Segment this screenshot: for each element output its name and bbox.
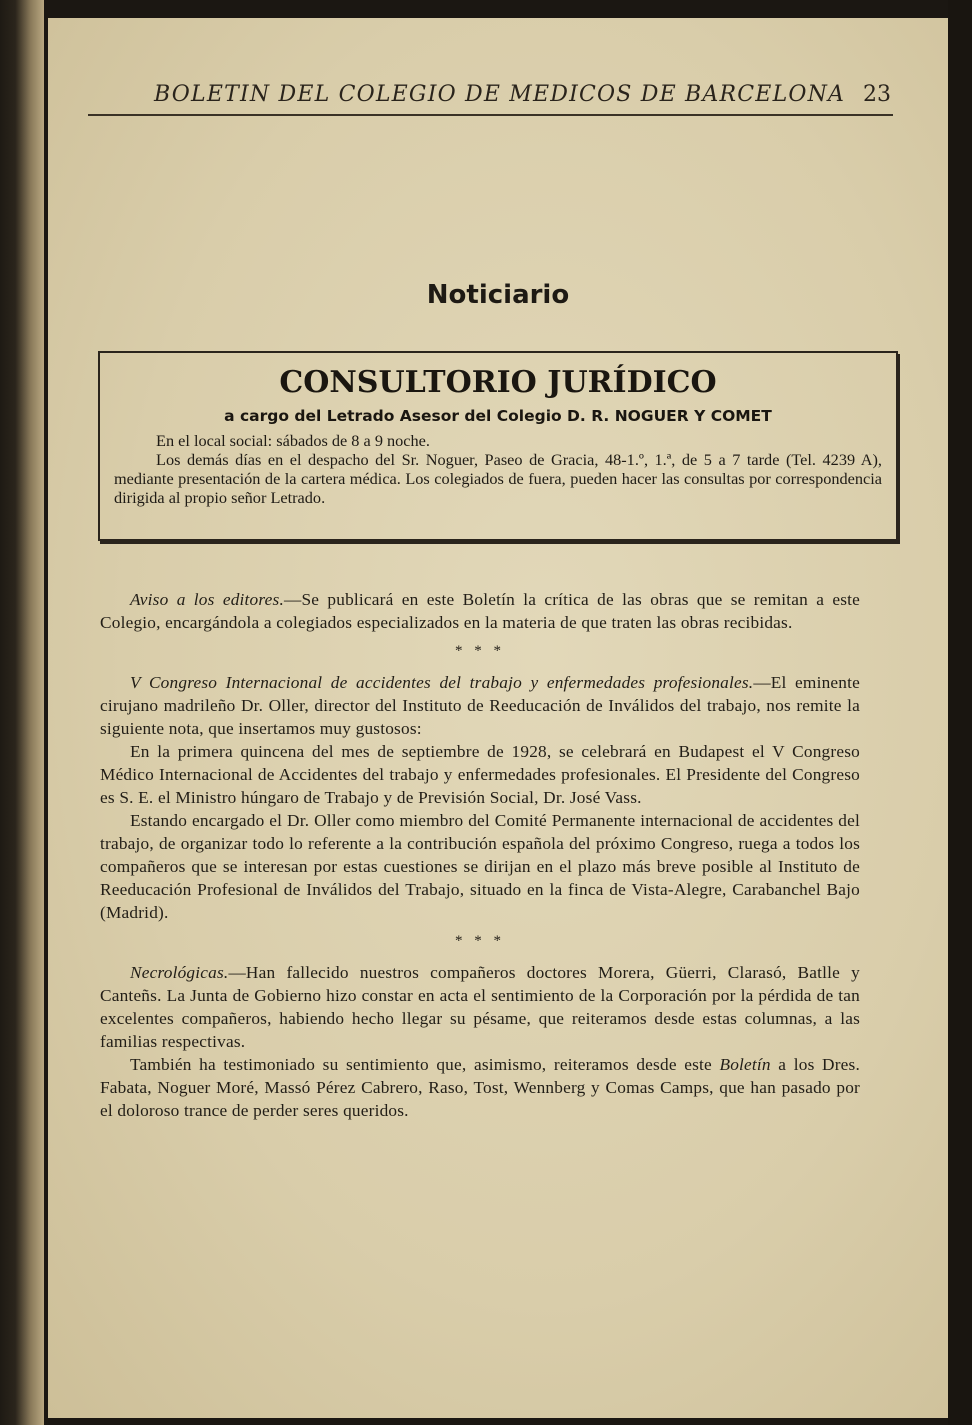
page-edge	[948, 0, 972, 1425]
consultorio-box	[98, 351, 898, 541]
congreso-paragraph	[100, 671, 860, 740]
section-title: Noticiario	[426, 280, 570, 310]
separator-1: * * *	[455, 643, 505, 659]
congreso-text: —El eminente cirujano madrileño Dr. Oller, director del Instituto de Reeducación de Inválidos del trabajo, nos remite la siguiente nota, que insertamos muy gustosos:	[100, 673, 860, 738]
congreso-lead: V Congreso Internacional de accidentes del trabajo y enfermedades profesionales.	[130, 673, 754, 692]
boletin-emphasis: Boletín	[719, 1055, 771, 1074]
congreso-paragraph-3: Estando encargado el Dr. Oller como miembro del Comité Permanente internacional de accidentes del trabajo, de organizar todo lo referente a la contribución española del próximo Congreso, ruega a todos los compañeros que se interesan por estas cuestiones se dirijan en el plazo más breve posible al Instituto de Reeducación Profesional de Inválidos del Trabajo, situado en la finca de Vista-Alegre, Carabanchel Bajo (Madrid).	[100, 811, 860, 922]
necrologicas-paragraph	[100, 961, 860, 1053]
running-header	[88, 80, 893, 116]
necrologicas-text: —Han fallecido nuestros compañeros doctores Morera, Güerri, Clarasó, Batlle y Canteñs. La Junta de Gobierno hizo constar en acta el sentimiento de la Corporación por la pérdida de tan excelentes compañeros, habiendo hecho llegar su pésame, que reiteramos desde estas columnas, a las familias respectivas.	[100, 963, 860, 1051]
book-binding	[0, 0, 44, 1425]
necrologicas-lead: Necrológicas.	[130, 963, 229, 982]
aviso-text: —Se publicará en este Boletín la crítica de las obras que se remitan a este Colegio, encargándola a colegiados especializados en la materia de que traten las obras recibidas.	[100, 590, 860, 632]
document-page	[48, 18, 948, 1418]
necrologicas-text-2b: a los Dres. Fabata, Noguer Moré, Massó Pérez Cabrero, Raso, Tost, Wennberg y Comas Camps, que han pasado por el doloroso trance de perder seres queridos.	[100, 1055, 860, 1120]
consultorio-body	[114, 431, 882, 507]
page-number: 23	[863, 82, 891, 107]
aviso-lead: Aviso a los editores.	[130, 590, 284, 609]
consultorio-title: CONSULTORIO JURÍDICO	[279, 365, 717, 400]
aviso-paragraph	[100, 588, 860, 634]
journal-title: BOLETIN DEL COLEGIO DE MEDICOS DE BARCELONA	[154, 82, 846, 107]
necrologicas-paragraph-2	[100, 1053, 860, 1122]
necrologicas-text-2a: También ha testimoniado su sentimiento que, asimismo, reiteramos desde este	[130, 1055, 720, 1074]
consultorio-line-2: Los demás días en el despacho del Sr. Noguer, Paseo de Gracia, 48-1.º, 1.ª, de 5 a 7 tarde (Tel. 4239 A), mediante presentación de la cartera médica. Los colegiados de fuera, pueden hacer las consultas por correspondencia dirigida al propio señor Letrado.	[114, 450, 882, 507]
congreso-paragraph-2: En la primera quincena del mes de septiembre de 1928, se celebrará en Budapest el V Congreso Médico Internacional de Accidentes del trabajo y enfermedades profesionales. El Presidente del Congreso es S. E. el Ministro húngaro de Trabajo y de Previsión Social, Dr. José Vass.	[100, 742, 860, 807]
consultorio-subtitle: a cargo del Letrado Asesor del Colegio D. R. NOGUER Y COMET	[224, 407, 772, 425]
article-body	[100, 588, 860, 1122]
separator-2: * * *	[455, 933, 505, 949]
consultorio-line-1: En el local social: sábados de 8 a 9 noche.	[156, 431, 430, 450]
